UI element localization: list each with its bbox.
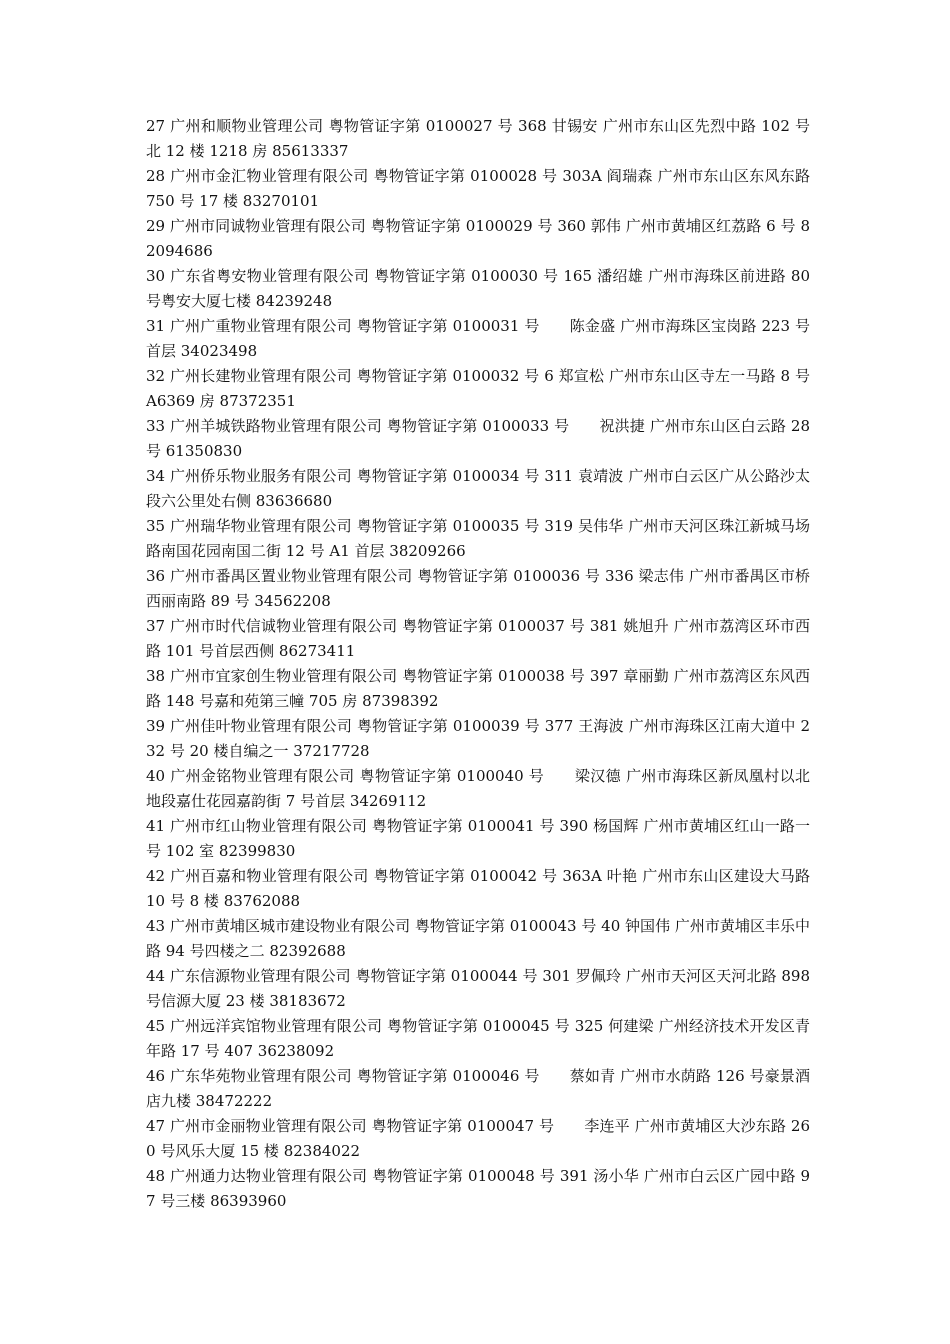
list-item: 42 广州百嘉和物业管理有限公司 粤物管证字第 0100042 号 363A 叶艳 广州市东山区建设大马路 10 号 8 楼 83762088: [146, 867, 810, 910]
list-item: 28 广州市金汇物业管理有限公司 粤物管证字第 0100028 号 303A 阎瑞森 广州市东山区东风东路 750 号 17 楼 83270101: [146, 167, 810, 210]
list-item: 45 广州远洋宾馆物业管理有限公司 粤物管证字第 0100045 号 325 何建梁 广州经济技术开发区青年路 17 号 407 36238092: [146, 1017, 810, 1060]
list-item: 34 广州侨乐物业服务有限公司 粤物管证字第 0100034 号 311 袁靖波 广州市白云区广从公路沙太段六公里处右侧 83636680: [146, 467, 810, 510]
list-item: 44 广东信源物业管理有限公司 粤物管证字第 0100044 号 301 罗佩玲 广州市天河区天河北路 898 号信源大厦 23 楼 38183672: [146, 967, 810, 1010]
list-item: 30 广东省粤安物业管理有限公司 粤物管证字第 0100030 号 165 潘绍雄 广州市海珠区前进路 80 号粤安大厦七楼 84239248: [146, 267, 810, 310]
list-item: 33 广州羊城铁路物业管理有限公司 粤物管证字第 0100033 号 祝洪捷 广州市东山区白云路 28 号 61350830: [146, 417, 810, 460]
list-item: 46 广东华苑物业管理有限公司 粤物管证字第 0100046 号 蔡如青 广州市水荫路 126 号豪景酒店九楼 38472222: [146, 1067, 810, 1110]
list-item: 32 广州长建物业管理有限公司 粤物管证字第 0100032 号 6 郑宣松 广州市东山区寺左一马路 8 号 A6369 房 87372351: [146, 367, 810, 410]
document-page: [146, 114, 810, 1214]
list-item: 39 广州佳叶物业管理有限公司 粤物管证字第 0100039 号 377 王海波 广州市海珠区江南大道中 232 号 20 楼自编之一 37217728: [146, 717, 810, 760]
list-item: 43 广州市黄埔区城市建设物业有限公司 粤物管证字第 0100043 号 40 钟国伟 广州市黄埔区丰乐中路 94 号四楼之二 82392688: [146, 917, 810, 960]
list-item: 27 广州和顺物业管理公司 粤物管证字第 0100027 号 368 甘锡安 广州市东山区先烈中路 102 号北 12 楼 1218 房 85613337: [146, 117, 810, 160]
list-item: 48 广州通力达物业管理有限公司 粤物管证字第 0100048 号 391 汤小华 广州市白云区广园中路 97 号三楼 86393960: [146, 1167, 810, 1210]
list-item: 36 广州市番禺区置业物业管理有限公司 粤物管证字第 0100036 号 336 梁志伟 广州市番禺区市桥西丽南路 89 号 34562208: [146, 567, 810, 610]
list-item: 31 广州广重物业管理有限公司 粤物管证字第 0100031 号 陈金盛 广州市海珠区宝岗路 223 号首层 34023498: [146, 317, 810, 360]
list-item: 35 广州瑞华物业管理有限公司 粤物管证字第 0100035 号 319 吴伟华 广州市天河区珠江新城马场路南国花园南国二街 12 号 A1 首层 38209266: [146, 517, 810, 560]
list-item: 38 广州市宜家创生物业管理有限公司 粤物管证字第 0100038 号 397 章丽勤 广州市荔湾区东风西路 148 号嘉和苑第三幢 705 房 87398392: [146, 667, 810, 710]
list-item: 47 广州市金丽物业管理有限公司 粤物管证字第 0100047 号 李连平 广州市黄埔区大沙东路 260 号风乐大厦 15 楼 82384022: [146, 1117, 810, 1160]
list-item: 41 广州市红山物业管理有限公司 粤物管证字第 0100041 号 390 杨国辉 广州市黄埔区红山一路一号 102 室 82399830: [146, 817, 810, 860]
list-item: 37 广州市时代信诚物业管理有限公司 粤物管证字第 0100037 号 381 姚旭升 广州市荔湾区环市西路 101 号首层西侧 86273411: [146, 617, 810, 660]
list-item: 29 广州市同诚物业管理有限公司 粤物管证字第 0100029 号 360 郭伟 广州市黄埔区红荔路 6 号 82094686: [146, 217, 810, 260]
list-item: 40 广州金铭物业管理有限公司 粤物管证字第 0100040 号 梁汉德 广州市海珠区新凤凰村以北地段嘉仕花园嘉韵街 7 号首层 34269112: [146, 767, 810, 810]
